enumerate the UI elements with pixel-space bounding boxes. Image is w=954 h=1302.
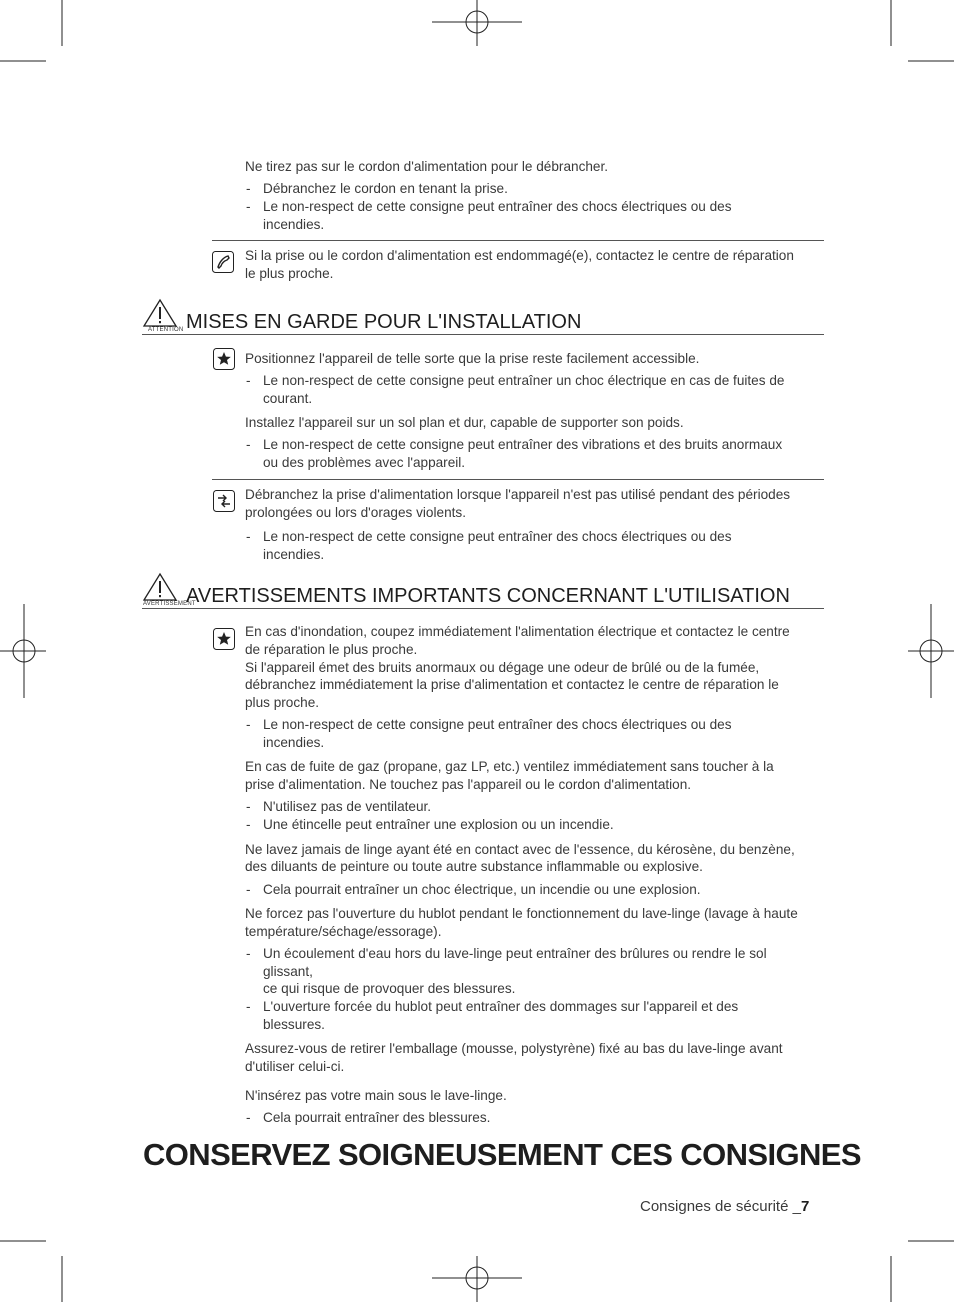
instruction-text: Ne forcez pas l'ouverture du hublot pendant le fonctionnement du lave-linge (lavage à haute — [245, 906, 798, 921]
instruction-text: Installez l'appareil sur un sol plan et dur, capable de supporter son poids. — [245, 415, 684, 430]
consequence-text: incendies. — [263, 217, 325, 232]
instruction-text: Positionnez l'appareil de telle sorte que la prise reste facilement accessible. — [245, 351, 700, 366]
instruction-text: le plus proche. — [245, 266, 334, 281]
consequence-text: L'ouverture forcée du hublot peut entraîner des dommages sur l'appareil et des — [263, 999, 739, 1014]
section-rule — [142, 334, 824, 335]
dash-bullet: - — [246, 529, 251, 544]
phone-icon — [212, 251, 234, 273]
instruction-text: débranchez immédiatement la prise d'alimentation et contactez le centre de réparation le — [245, 677, 779, 692]
dash-bullet: - — [246, 999, 251, 1014]
consequence-text: Cela pourrait entraîner des blessures. — [263, 1110, 491, 1125]
instruction-text: Si la prise ou le cordon d'alimentation est endommagé(e), contactez le centre de réparation — [245, 248, 794, 263]
dash-bullet: - — [246, 717, 251, 732]
dash-bullet: - — [246, 817, 251, 832]
consequence-text: Un écoulement d'eau hors du lave-linge peut entraîner des brûlures ou rendre le sol — [263, 946, 767, 961]
consequence-text: Cela pourrait entraîner un choc électrique, un incendie ou une explosion. — [263, 882, 701, 897]
consequence-text: N'utilisez pas de ventilateur. — [263, 799, 432, 814]
consequence-text: Une étincelle peut entraîner une explosion ou un incendie. — [263, 817, 614, 832]
attention-badge: ATTENTION — [148, 327, 184, 333]
instruction-text: Si l'appareil émet des bruits anormaux ou dégage une odeur de brûlé ou de la fumée, — [245, 660, 760, 675]
consequence-text: ce qui risque de provoquer des blessures. — [263, 981, 516, 996]
consequence-text: Le non-respect de cette consigne peut entraîner un choc électrique en cas de fuites de — [263, 373, 785, 388]
instruction-text: Ne tirez pas sur le cordon d'alimentation pour le débrancher. — [245, 159, 609, 174]
instruction-text: de réparation le plus proche. — [245, 642, 418, 657]
consequence-text: blessures. — [263, 1017, 325, 1032]
instruction-text: En cas d'inondation, coupez immédiatement l'alimentation électrique et contactez le centre — [245, 624, 790, 639]
avertissement-badge: AVERTISSEMENT — [143, 601, 196, 607]
consequence-text: courant. — [263, 391, 313, 406]
consequence-text: incendies. — [263, 547, 325, 562]
dash-bullet: - — [246, 199, 251, 214]
consequence-text: Le non-respect de cette consigne peut entraîner des chocs électriques ou des — [263, 717, 732, 732]
dash-bullet: - — [246, 1110, 251, 1125]
unplug-icon — [213, 490, 235, 512]
footer-label: Consignes de sécurité _ — [640, 1198, 801, 1215]
instruction-text: Assurez-vous de retirer l'emballage (mousse, polystyrène) fixé au bas du lave-linge avant — [245, 1041, 783, 1056]
section-title: MISES EN GARDE POUR L'INSTALLATION — [186, 311, 582, 333]
section-title: AVERTISSEMENTS IMPORTANTS CONCERNANT L'UTILISATION — [186, 585, 790, 607]
instruction-text: Débranchez la prise d'alimentation lorsque l'appareil n'est pas utilisé pendant des périodes — [245, 487, 791, 502]
instruction-text: En cas de fuite de gaz (propane, gaz LP, etc.) ventilez immédiatement sans toucher à la — [245, 759, 774, 774]
consequence-text: Débranchez le cordon en tenant la prise. — [263, 181, 508, 196]
dash-bullet: - — [246, 946, 251, 961]
section-rule — [142, 608, 824, 609]
instruction-text: température/séchage/essorage). — [245, 924, 442, 939]
page-number: 7 — [800, 1198, 810, 1215]
instruction-text: Ne lavez jamais de linge ayant été en contact avec de l'essence, du kérosène, du benzène, — [245, 842, 795, 857]
divider — [212, 479, 824, 480]
instruction-text: N'insérez pas votre main sous le lave-linge. — [245, 1088, 507, 1103]
instruction-text: des diluants de peinture ou toute autre substance inflammable ou explosive. — [245, 859, 703, 874]
consequence-text: incendies. — [263, 735, 325, 750]
instruction-text: d'utiliser celui-ci. — [245, 1059, 345, 1074]
dash-bullet: - — [246, 181, 251, 196]
closing-title: CONSERVEZ SOIGNEUSEMENT CES CONSIGNES — [143, 1137, 861, 1172]
consequence-text: ou des problèmes avec l'appareil. — [263, 455, 466, 470]
consequence-text: Le non-respect de cette consigne peut entraîner des chocs électriques ou des — [263, 199, 732, 214]
consequence-text: Le non-respect de cette consigne peut entraîner des vibrations et des bruits anormaux — [263, 437, 783, 452]
instruction-text: plus proche. — [245, 695, 320, 710]
dash-bullet: - — [246, 373, 251, 388]
page-footer — [640, 1197, 809, 1217]
star-icon — [213, 628, 235, 650]
star-icon — [213, 348, 235, 370]
divider — [212, 240, 824, 241]
instruction-text: prise d'alimentation. Ne touchez pas l'appareil ou le cordon d'alimentation. — [245, 777, 692, 792]
instruction-text: prolongées ou lors d'orages violents. — [245, 505, 466, 520]
consequence-text: glissant, — [263, 964, 313, 979]
consequence-text: Le non-respect de cette consigne peut entraîner des chocs électriques ou des — [263, 529, 732, 544]
dash-bullet: - — [246, 799, 251, 814]
dash-bullet: - — [246, 437, 251, 452]
dash-bullet: - — [246, 882, 251, 897]
